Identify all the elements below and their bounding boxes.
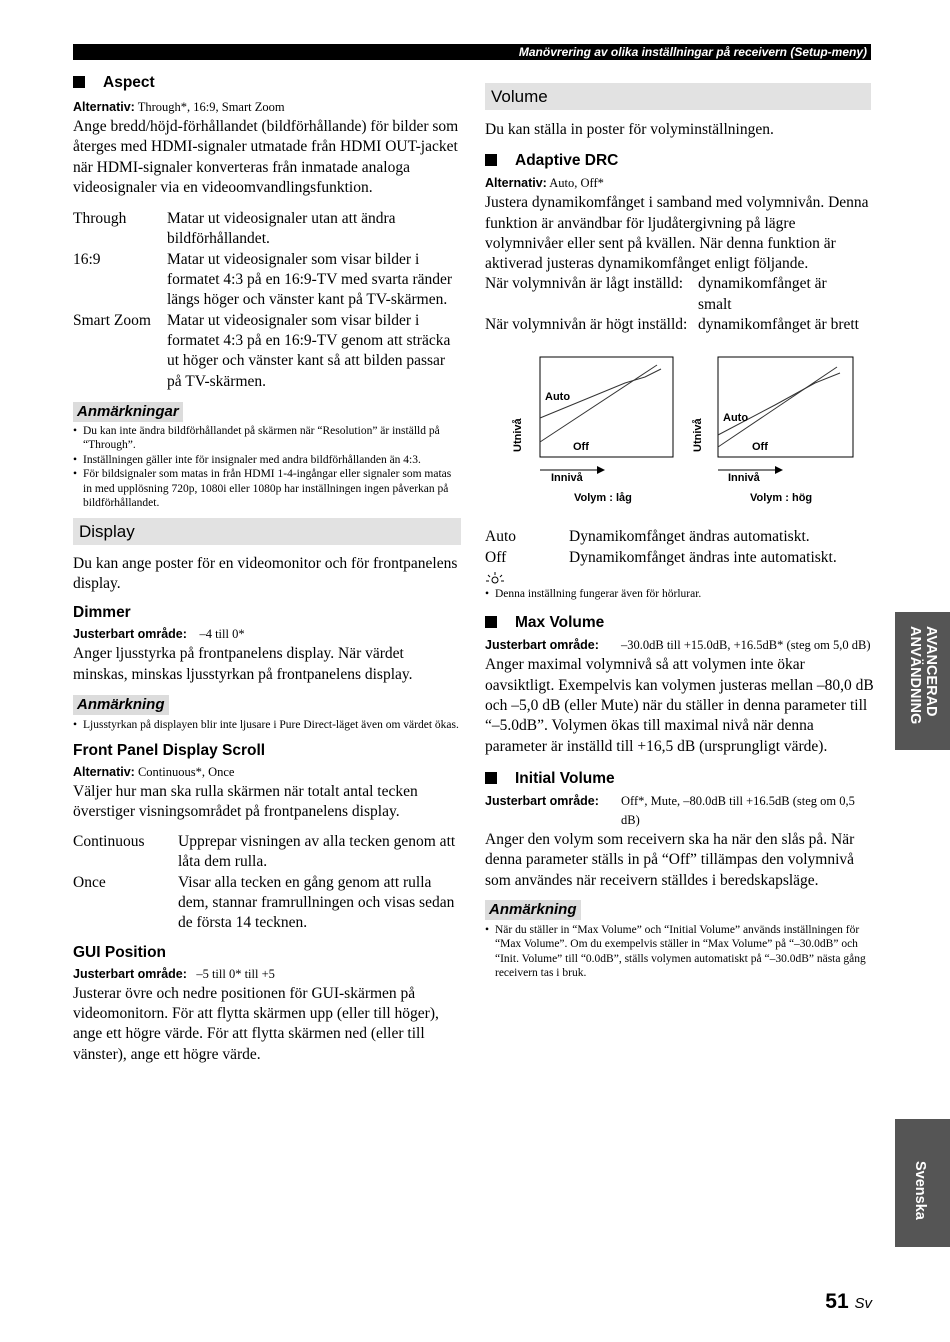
graph-frame <box>718 357 853 457</box>
note-heading: Anmärkning <box>73 695 169 715</box>
display-section-header: Display <box>73 518 461 545</box>
side-tab-advanced: AVANCERAD ANVÄNDNING <box>895 612 950 750</box>
gui-text: Justerar övre och nedre positionen för GUI-skärmen på videomonitorn. För att flytta skärmen upp (eller till höger), ange ett högre värde. För att flytta skärmen ned (eller till vänster), ange ett högre värde. <box>73 984 439 1063</box>
arrow-head-icon <box>597 466 605 474</box>
dimmer-range: Justerbart område: –4 till 0* <box>73 627 245 642</box>
max-volume-heading: Max Volume <box>485 613 875 633</box>
option-desc: Matar ut videosignaler som visar bilder i formatet 4:3 på en 16:9-TV med svarta ränder längs höger och vänster kant på TV-skärmen. <box>167 250 453 309</box>
scroll-options <box>73 832 461 933</box>
note-item: • När du ställer in “Max Volume” och “Initial Volume” används inställningen för “Max Volume”. Om du exempelvis ställer in “Max Volume” på “–30.0dB” och “Init. Volume” till “0.0dB”, ställs volymen automatiskt på “–30.0dB” nästa gång receivern tas i bruk. <box>485 923 875 981</box>
note-item: • Inställningen gäller inte för insignaler med andra bildförhållanden än 4:3. <box>73 453 461 468</box>
note-item: • Ljusstyrkan på displayen blir inte ljusare i Pure Direct-läget även om värdet ökas. <box>73 718 461 733</box>
graph-caption: Volym : låg <box>574 492 632 505</box>
dimmer-text: Anger ljusstyrka på frontpanelens display. När värdet minskas, minskas ljusstyrkan på frontpanelens display. <box>73 645 413 683</box>
square-bullet-icon <box>73 76 85 88</box>
max-volume-range: Justerbart område: –30.0dB till +15.0dB, +16.5dB* (steg om 5,0 dB) <box>485 638 871 653</box>
notes-heading: Anmärkningar <box>73 402 183 422</box>
side-tab-language: Svenska <box>895 1119 950 1247</box>
drc-high-line: När volymnivån är högt inställd: dynamikomfånget är brett <box>485 316 859 334</box>
graph-auto-label: Auto <box>545 391 571 404</box>
page-number: 51 Sv <box>825 1290 872 1313</box>
scroll-alternatives: Alternativ: Continuous*, Once <box>73 764 235 779</box>
graph-xlabel: Innivå <box>551 472 583 485</box>
note-heading: Anmärkning <box>485 900 581 920</box>
drc-options <box>485 527 875 568</box>
notes-list <box>73 424 461 511</box>
option-term: Through <box>73 210 127 228</box>
option-term: Smart Zoom <box>73 311 151 329</box>
right-column <box>485 83 875 981</box>
graph-frame <box>540 357 673 457</box>
graph-off-label: Off <box>573 441 589 454</box>
option-desc: Matar ut videosignaler utan att ändra bildförhållandet. <box>167 210 396 248</box>
auto-curve <box>718 373 840 435</box>
drc-graph-figure <box>485 355 875 515</box>
initial-volume-heading: Initial Volume <box>485 769 875 789</box>
option-term: Auto <box>485 528 516 546</box>
display-intro: Du kan ange poster för en videomonitor och för frontpanelens display. <box>73 554 458 593</box>
option-desc: Dynamikomfånget ändras inte automatiskt. <box>569 548 837 566</box>
aspect-heading: Aspect <box>73 73 461 93</box>
option-desc: Matar ut videosignaler som visar bilder i formatet 4:3 på en 16:9-TV genom att sträcka ut höger och vänster kant så att bilden passar på TV-skärmen. <box>167 311 451 390</box>
graph-off-label: Off <box>752 441 768 454</box>
initial-volume-text: Anger den volym som receivern ska ha när den slås på. När denna parameter ställs in på “Off” tillämpas den volymnivå som användes när receivern ställdes i beredskapsläge. <box>485 830 855 889</box>
drc-alternatives: Alternativ: Auto, Off* <box>485 176 604 191</box>
graph-ylabel: Utnivå <box>512 418 524 453</box>
note-item: • För bildsignaler som matas in från HDMI 1-4-ingångar eller signaler som matas in med upplösning 720p, 1080i eller 1080p har inställningen ingen påverkan på bildförhållandet. <box>73 467 461 511</box>
option-term: Continuous <box>73 833 145 851</box>
option-desc: Visar alla tecken en gång genom att rulla dem, stannar framrullningen och visas sedan de första 14 tecknen. <box>178 873 455 932</box>
volume-section-header: Volume <box>485 83 871 110</box>
drc-graphs <box>485 355 875 515</box>
option-desc: Upprepar visningen av alla tecken genom att låta dem rulla. <box>178 833 456 871</box>
graph-xlabel: Innivå <box>728 472 760 485</box>
initial-volume-range: Justerbart område: Off*, Mute, –80.0dB till +16.5dB (steg om 0,5 dB) <box>485 793 855 827</box>
off-curve <box>540 365 657 442</box>
scroll-text: Väljer hur man ska rulla skärmen när totalt antal tecken överstiger visningsområdet på frontpanelens display. <box>73 782 418 820</box>
graph-caption: Volym : hög <box>750 492 813 505</box>
gui-range: Justerbart område: –5 till 0* till +5 <box>73 966 275 981</box>
off-curve <box>718 367 837 447</box>
option-desc: Dynamikomfånget ändras automatiskt. <box>569 528 810 546</box>
aspect-options <box>73 209 461 392</box>
max-volume-text: Anger maximal volymnivå så att volymen inte ökar oavsiktligt. Exempelvis kan volymen justeras mellan –80,0 dB och –5,0 dB (eller Mute) när du ställer in denna parameter till “–5.0dB”. Volymen ökas till maximal nivå när denna parameter är inställd till +16,5 dB (ursprungligt värde). <box>485 656 874 755</box>
graph-auto-label: Auto <box>723 412 749 425</box>
running-header: Manövrering av olika inställningar på receivern (Setup-meny) <box>73 44 871 60</box>
option-term: Once <box>73 873 106 891</box>
tip-icon <box>485 572 875 586</box>
left-column <box>73 70 461 1065</box>
graph-ylabel: Utnivå <box>692 418 704 453</box>
volume-intro: Du kan ställa in poster för volyminställningen. <box>485 121 774 138</box>
option-term: 16:9 <box>73 250 101 268</box>
dimmer-heading: Dimmer <box>73 604 131 622</box>
drc-text: Justera dynamikomfånget i samband med volymnivån. Denna funktion är användbar för ljudåtergivning på lägre volymnivåer eller sent på kvällen. När denna funktion är aktiverad justeras dynamikomfånget enligt följande. <box>485 194 869 273</box>
scroll-heading: Front Panel Display Scroll <box>73 741 266 759</box>
square-bullet-icon <box>485 616 497 628</box>
note-item: • Du kan inte ändra bildförhållandet på skärmen när “Resolution” är inställd på “Through”. <box>73 424 461 453</box>
square-bullet-icon <box>485 772 497 784</box>
gui-heading: GUI Position <box>73 943 166 961</box>
aspect-alternatives: Alternativ: Through*, 16:9, Smart Zoom <box>73 100 285 114</box>
aspect-intro: Ange bredd/höjd-förhållandet (bildförhållande) för bilder som återges med HDMI-signaler utmatade från HDMI OUT-jacket när HDMI-signaler konverteras från inmatade analoga videosignaler via en videoomvandlingsfunktion. <box>73 118 459 196</box>
square-bullet-icon <box>485 154 497 166</box>
drc-low-line: När volymnivån är lågt inställd: dynamikomfånget är smalt <box>485 275 827 313</box>
tip-item: • Denna inställning fungerar även för hörlurar. <box>485 587 875 602</box>
option-term: Off <box>485 548 507 566</box>
drc-heading: Adaptive DRC <box>485 151 875 171</box>
arrow-head-icon <box>775 466 783 474</box>
